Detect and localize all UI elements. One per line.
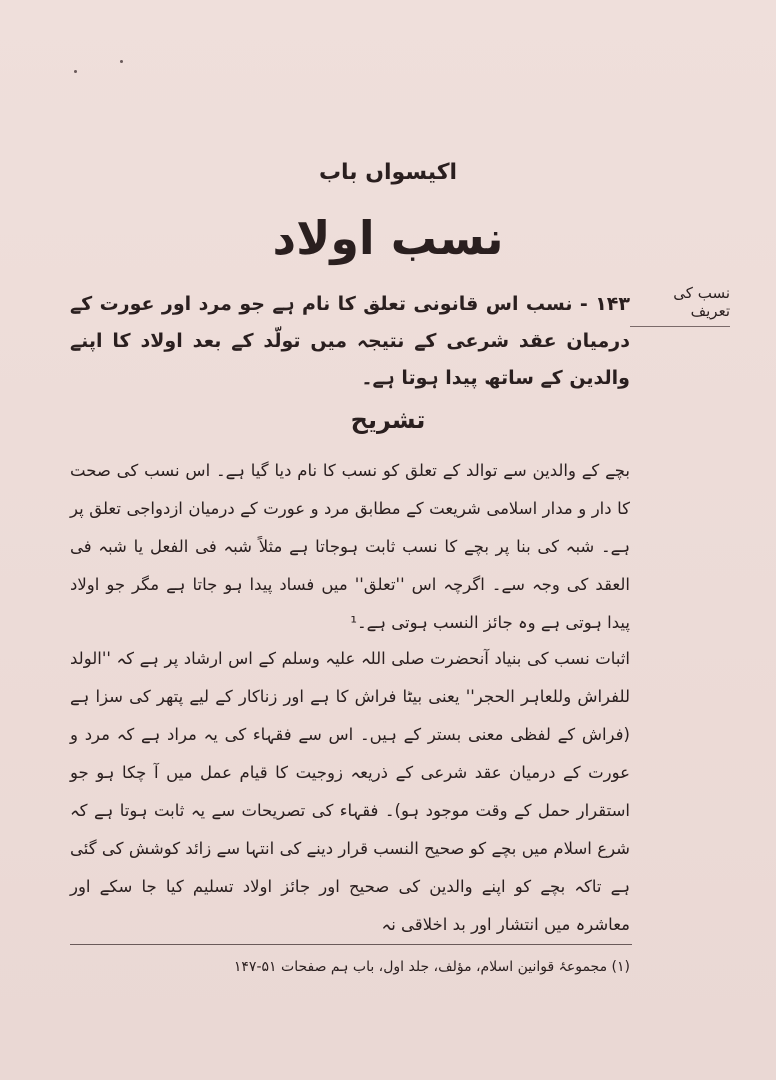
chapter-title: نسب اولاد [272, 211, 504, 265]
explanation-paragraph: بچے کے والدین سے توالد کے تعلق کو نسب کا نام دیا گیا ہے۔ اس نسب کی صحت کا دار و مدار اسلامی شریعت کے مطابق مرد و عورت کے درمیان ازدواجی تعلق پر ہے۔ شبہ کی بنا پر بچے کا نسب ثابت ہوجاتا ہے مثلاً شبہ فی الفعل یا شبہ فی العقد کی وجہ سے۔ اگرچہ اس ''تعلق'' میں فساد پیدا ہو جاتا ہے مگر جو اولاد پیدا ہوتی ہے وہ جائز النسب ہوتی ہے۔¹ [70, 461, 630, 632]
explanation-heading: تشریح [350, 406, 426, 434]
page-speck [120, 60, 123, 63]
explanation-paragraph: اثبات نسب کی بنیاد آنحضرت صلی اللہ علیہ وسلم کے اس ارشاد پر ہے کہ ''الولد للفراش وللعاہر الحجر'' یعنی بیٹا فراش کا ہے اور زناکار کے لیے پتھر کی سزا ہے (فراش کے لفظی معنی بستر کے ہیں۔ اس سے فقہاء کی یہ مراد ہے کہ مرد و عورت کے درمیان عقد شرعی کے ذریعہ زوجیت کا قیام عمل میں آ چکا ہو جو استقرار حمل کے وقت موجود ہو)۔ فقہاء کی تصریحات سے یہ ثابت ہوتا ہے کہ شرع اسلام میں بچے کو صحیح النسب قرار دینے کی انتہا سے زائد کوشش کی گئی ہے تاکہ بچے کو اپنے والدین کی صحیح اور جائز اولاد تسلیم کیا جا سکے اور معاشرہ میں انتشار اور بد اخلاقی نہ [70, 649, 630, 934]
chapter-label: اکیسواں باب [318, 160, 458, 185]
footnote: (۱) مجموعۂ قوانین اسلام، مؤلف، جلد اول، باب ہم صفحات ۵۱-۱۴۷ [233, 959, 630, 975]
page-speck [74, 70, 77, 73]
section-143-text: ۱۴۳ - نسب اس قانونی تعلق کا نام ہے جو مرد اور عورت کے درمیان عقد شرعی کے نتیجہ میں تولّد کے بعد اولاد کا اپنے والدین کے ساتھ پیدا ہوتا ہے۔ [70, 293, 630, 389]
footnote-divider [70, 944, 632, 945]
margin-note: نسب کی تعریف [630, 284, 730, 327]
